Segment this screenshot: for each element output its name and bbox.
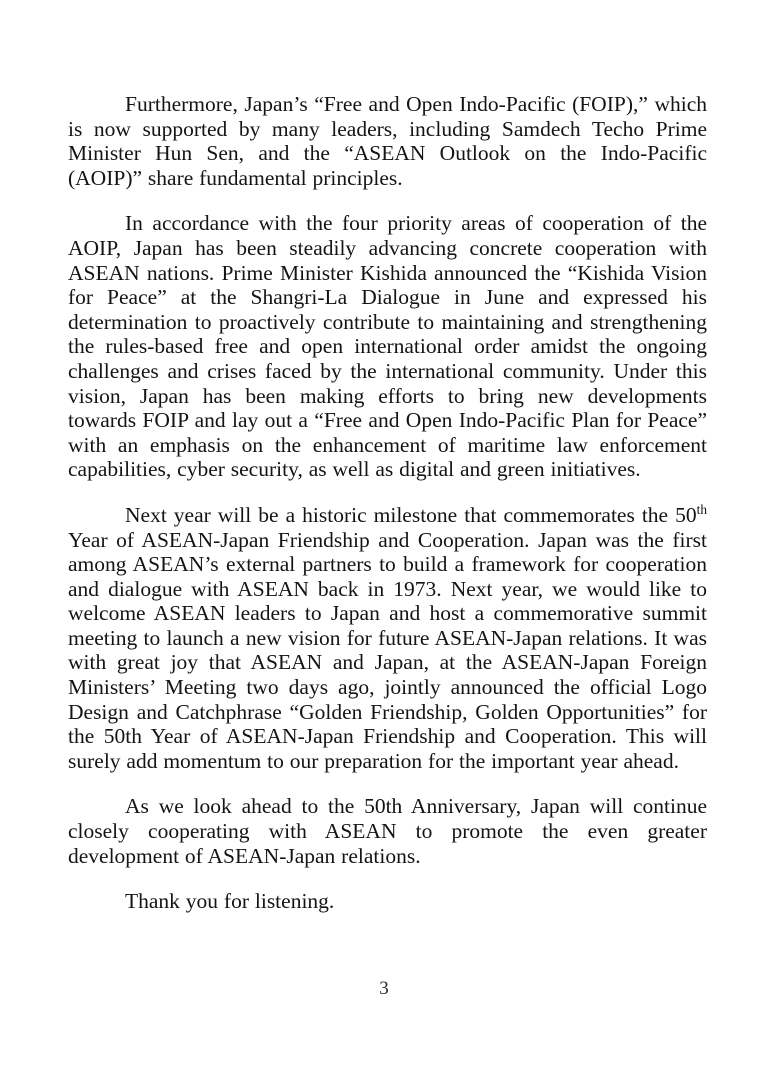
paragraph-4 (68, 794, 707, 868)
ordinal-suffix-superscript: th (696, 501, 707, 517)
paragraph-5 (68, 889, 707, 914)
paragraph-1 (68, 92, 707, 190)
page-number: 3 (379, 978, 389, 999)
document-body (68, 92, 707, 935)
paragraph-3 (68, 503, 707, 774)
paragraph-2 (68, 211, 707, 482)
text-run: In accordance with the four priority areas of cooperation of the AOIP, Japan has been steadily advancing concrete cooperation with ASEAN nations. Prime Minister Kishida announced the “Kishida Vision for Peace” at the Shangri-La Dialogue in June and expressed his determination to proactively contribute to maintaining and strengthening the rules-based free and open international order amidst the ongoing challenges and crises faced by the international community. Under this vision, Japan has been making efforts to bring new developments towards FOIP and lay out a “Free and Open Indo-Pacific Plan for Peace” with an emphasis on the enhancement of maritime law enforcement capabilities, cyber security, as well as digital and green initiatives. (68, 211, 707, 482)
text-run: Thank you for listening. (125, 889, 335, 914)
text-run: As we look ahead to the 50th Anniversary, Japan will continue closely cooperating with ASEAN to promote the even greater development of ASEAN-Japan relations. (68, 794, 707, 868)
text-run: Year of ASEAN-Japan Friendship and Cooperation. Japan was the first among ASEAN’s external partners to build a framework for cooperation and dialogue with ASEAN back in 1973. Next year, we would like to welcome ASEAN leaders to Japan and host a commemorative summit meeting to launch a new vision for future ASEAN-Japan relations. It was with great joy that ASEAN and Japan, at the ASEAN-Japan Foreign Ministers’ Meeting two days ago, jointly announced the official Logo Design and Catchphrase “Golden Friendship, Golden Opportunities” for the 50th Year of ASEAN-Japan Friendship and Cooperation. This will surely add momentum to our preparation for the important year ahead. (68, 527, 707, 773)
text-run: Next year will be a historic milestone that commemorates the 50 (125, 502, 697, 527)
text-run: Furthermore, Japan’s “Free and Open Indo-Pacific (FOIP),” which is now supported by many leaders, including Samdech Techo Prime Minister Hun Sen, and the “ASEAN Outlook on the Indo-Pacific (AOIP)” share fundamental principles. (68, 92, 707, 190)
